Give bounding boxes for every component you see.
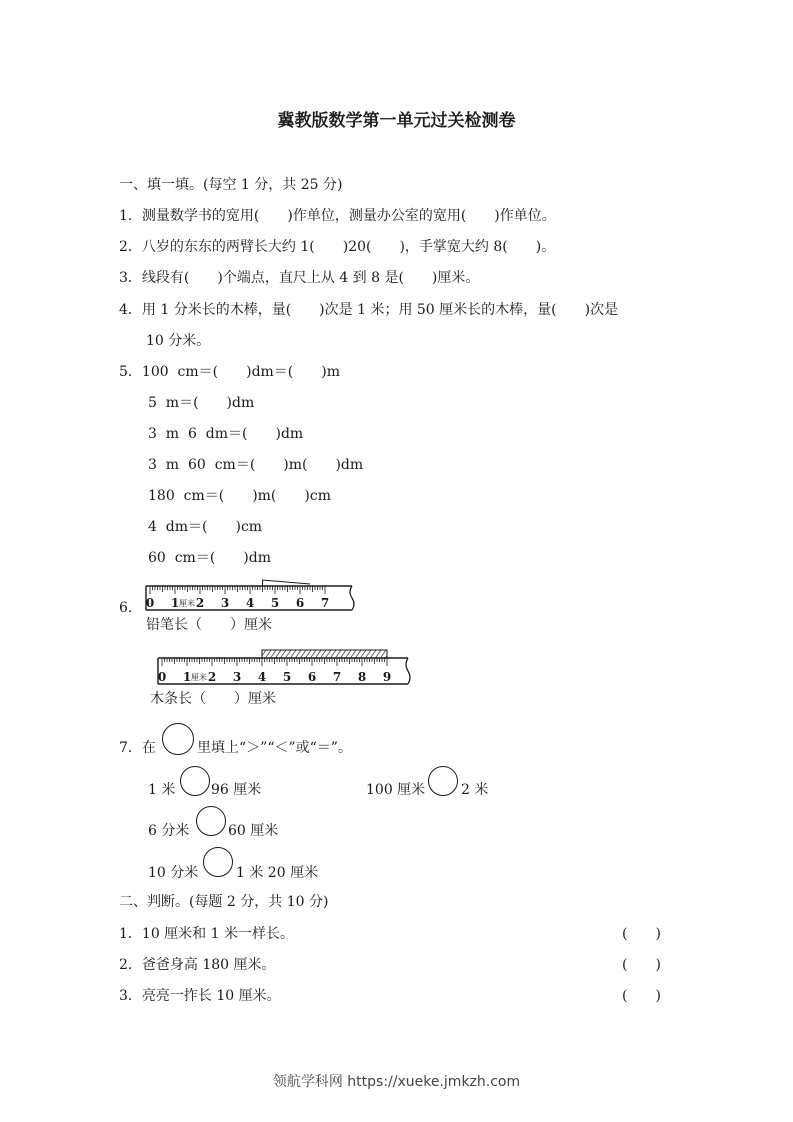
question-3: 3．线段有( )个端点，直尺上从 4 到 8 是( )厘米。 bbox=[119, 270, 480, 286]
pencil-outline bbox=[263, 580, 311, 586]
ruler-tick-label: 5 bbox=[282, 670, 292, 684]
judge-item-2: 2．爸爸身高 180 厘米。 bbox=[119, 957, 276, 973]
question-7-instruction: 里填上“＞”“＜”或“＝”。 bbox=[197, 740, 352, 756]
example-circle bbox=[162, 723, 194, 755]
wooden-stick bbox=[262, 650, 387, 658]
compare-4-right: 1 米 20 厘米 bbox=[236, 865, 319, 881]
ruler-tick-label: 4 bbox=[257, 670, 267, 684]
section2-heading: 二、判断。(每题 2 分，共 10 分) bbox=[119, 894, 329, 910]
question-5-line: 5．100 cm＝( )dm＝( )m bbox=[119, 364, 341, 380]
compare-2-right: 2 米 bbox=[461, 782, 489, 798]
question-5-line: 60 cm＝( )dm bbox=[148, 550, 271, 566]
question-5-line: 3 m 6 dm＝( )dm bbox=[148, 426, 304, 442]
question-4-line1: 4．用 1 分米长的木棒，量( )次是 1 米；用 50 厘米长的木棒，量( )次是 bbox=[119, 302, 619, 318]
ruler-tick-label: 3 bbox=[220, 596, 230, 610]
judge-bracket-1[interactable]: ( ) bbox=[622, 926, 661, 942]
judge-bracket-2[interactable]: ( ) bbox=[622, 957, 661, 973]
compare-4-left: 10 分米 bbox=[148, 865, 199, 881]
compare-1-circle[interactable] bbox=[180, 766, 210, 796]
pencil-length-text: 铅笔长（ ）厘米 bbox=[146, 617, 272, 633]
ruler-tick-label: 2 bbox=[195, 596, 205, 610]
ruler-tick-label: 7 bbox=[320, 596, 330, 610]
question-2: 2．八岁的东东的两臂长大约 1( )20( )，手掌宽大约 8( )。 bbox=[119, 239, 556, 255]
question-5-line: 180 cm＝( )m( )cm bbox=[148, 488, 331, 504]
page-title: 冀教版数学第一单元过关检测卷 bbox=[277, 111, 516, 131]
question-5-line: 3 m 60 cm＝( )m( )dm bbox=[148, 457, 364, 473]
question-5-line: 5 m＝( )dm bbox=[148, 395, 255, 411]
question-1: 1．测量数学书的宽用( )作单位，测量办公室的宽用( )作单位。 bbox=[119, 208, 556, 224]
ruler-break-edge bbox=[406, 658, 410, 684]
question-4-line2: 10 分米。 bbox=[146, 333, 211, 349]
ruler-tick-label: 2 bbox=[207, 670, 217, 684]
question-6-label: 6. bbox=[119, 600, 133, 616]
compare-3-right: 60 厘米 bbox=[228, 823, 279, 839]
compare-4-circle[interactable] bbox=[203, 847, 233, 877]
ruler-tick-label: 1 bbox=[182, 670, 192, 684]
ruler-tick-label: 4 bbox=[245, 596, 255, 610]
compare-3-left: 6 分米 bbox=[148, 823, 190, 839]
ruler-tick-label: 6 bbox=[295, 596, 305, 610]
ruler-tick-label: 0 bbox=[157, 670, 167, 684]
compare-2-left: 100 厘米 bbox=[366, 782, 426, 798]
judge-item-3: 3．亮亮一拃长 10 厘米。 bbox=[119, 988, 281, 1004]
ruler-tick-label: 8 bbox=[357, 670, 367, 684]
ruler-unit-label: 厘米 bbox=[179, 599, 195, 608]
compare-1-left: 1 米 bbox=[148, 782, 176, 798]
ruler-tick-label: 1 bbox=[170, 596, 180, 610]
compare-2-circle[interactable] bbox=[428, 766, 458, 796]
question-7-prefix: 7．在 bbox=[119, 740, 156, 756]
footer-watermark: 领航学科网 https://xueke.jmkzh.com bbox=[272, 1074, 521, 1090]
compare-3-circle[interactable] bbox=[196, 806, 226, 836]
judge-item-1: 1．10 厘米和 1 米一样长。 bbox=[119, 926, 294, 942]
ruler-tick-label: 0 bbox=[145, 596, 155, 610]
stick-ruler bbox=[152, 648, 417, 688]
ruler-tick-label: 6 bbox=[307, 670, 317, 684]
ruler-break-edge bbox=[350, 586, 354, 610]
ruler-unit-label: 厘米 bbox=[191, 673, 207, 682]
section1-heading: 一、填一填。(每空 1 分，共 25 分) bbox=[119, 177, 343, 193]
ruler-tick-label: 3 bbox=[232, 670, 242, 684]
ruler-tick-label: 9 bbox=[382, 670, 392, 684]
ruler-tick-label: 5 bbox=[270, 596, 280, 610]
compare-1-right: 96 厘米 bbox=[211, 782, 262, 798]
pencil-ruler bbox=[140, 578, 362, 616]
judge-bracket-3[interactable]: ( ) bbox=[622, 988, 661, 1004]
question-5-line: 4 dm＝( )cm bbox=[148, 519, 263, 535]
stick-length-text: 木条长（ ）厘米 bbox=[150, 691, 276, 707]
ruler-tick-label: 7 bbox=[332, 670, 342, 684]
